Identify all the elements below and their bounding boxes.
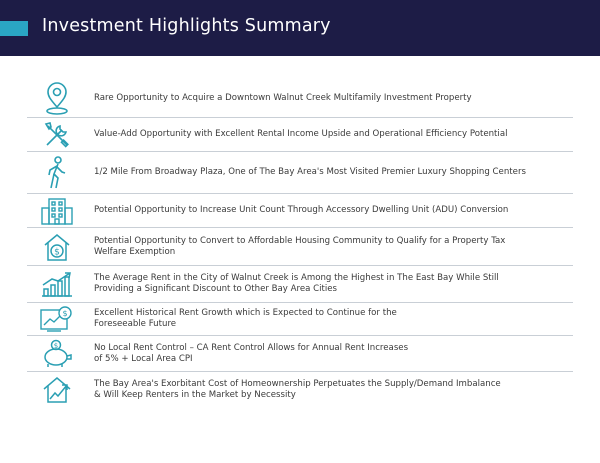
svg-text:$: $ xyxy=(54,247,60,257)
list-item xyxy=(27,80,573,118)
house-arrow-icon xyxy=(37,375,77,405)
list-item xyxy=(27,228,573,266)
tools-icon xyxy=(37,120,77,150)
highlight-text: 1/2 Mile From Broadway Plaza, One of The Bay Area's Most Visited Premier Luxury Shopping Centers xyxy=(94,167,526,177)
header-accent xyxy=(0,21,28,36)
list-item xyxy=(27,118,573,152)
highlight-text: Potential Opportunity to Convert to Affordable Housing Community to Qualify for a Property Tax Welfare Exemption xyxy=(94,235,506,257)
analytics-dollar-icon xyxy=(37,305,77,333)
walking-person-icon xyxy=(37,156,77,190)
building-icon xyxy=(37,196,77,226)
highlights-list xyxy=(27,80,573,408)
list-item xyxy=(27,336,573,372)
highlight-text: No Local Rent Control – CA Rent Control Allows for Annual Rent Increases of 5% + Local Area CPI xyxy=(94,342,409,364)
list-item xyxy=(27,266,573,303)
house-money-icon xyxy=(37,231,77,263)
highlight-text: The Average Rent in the City of Walnut Creek is Among the Highest in The East Bay While Still Providing a Significant Discount to Other Bay Area Cities xyxy=(94,273,499,294)
list-item xyxy=(27,372,573,408)
highlight-text: Rare Opportunity to Acquire a Downtown Walnut Creek Multifamily Investment Property xyxy=(94,93,472,103)
svg-text:$: $ xyxy=(62,309,68,318)
piggy-bank-icon xyxy=(37,339,77,369)
page-title: Investment Highlights Summary xyxy=(42,16,331,36)
list-item xyxy=(27,194,573,228)
highlight-text: The Bay Area's Exorbitant Cost of Homeownership Perpetuates the Supply/Demand Imbalance & Will Keep Renters in the Market by Necessity xyxy=(94,379,501,400)
header-bar xyxy=(0,0,600,56)
growth-chart-icon xyxy=(37,270,77,298)
highlight-text: Excellent Historical Rent Growth which is Expected to Continue for the Foreseeable Future xyxy=(94,308,397,329)
location-pin-icon xyxy=(37,82,77,116)
list-item xyxy=(27,152,573,194)
highlight-text: Value-Add Opportunity with Excellent Rental Income Upside and Operational Efficiency Potential xyxy=(94,129,508,139)
list-item xyxy=(27,303,573,336)
svg-text:$: $ xyxy=(53,341,59,350)
highlight-text: Potential Opportunity to Increase Unit Count Through Accessory Dwelling Unit (ADU) Conversion xyxy=(94,205,509,215)
